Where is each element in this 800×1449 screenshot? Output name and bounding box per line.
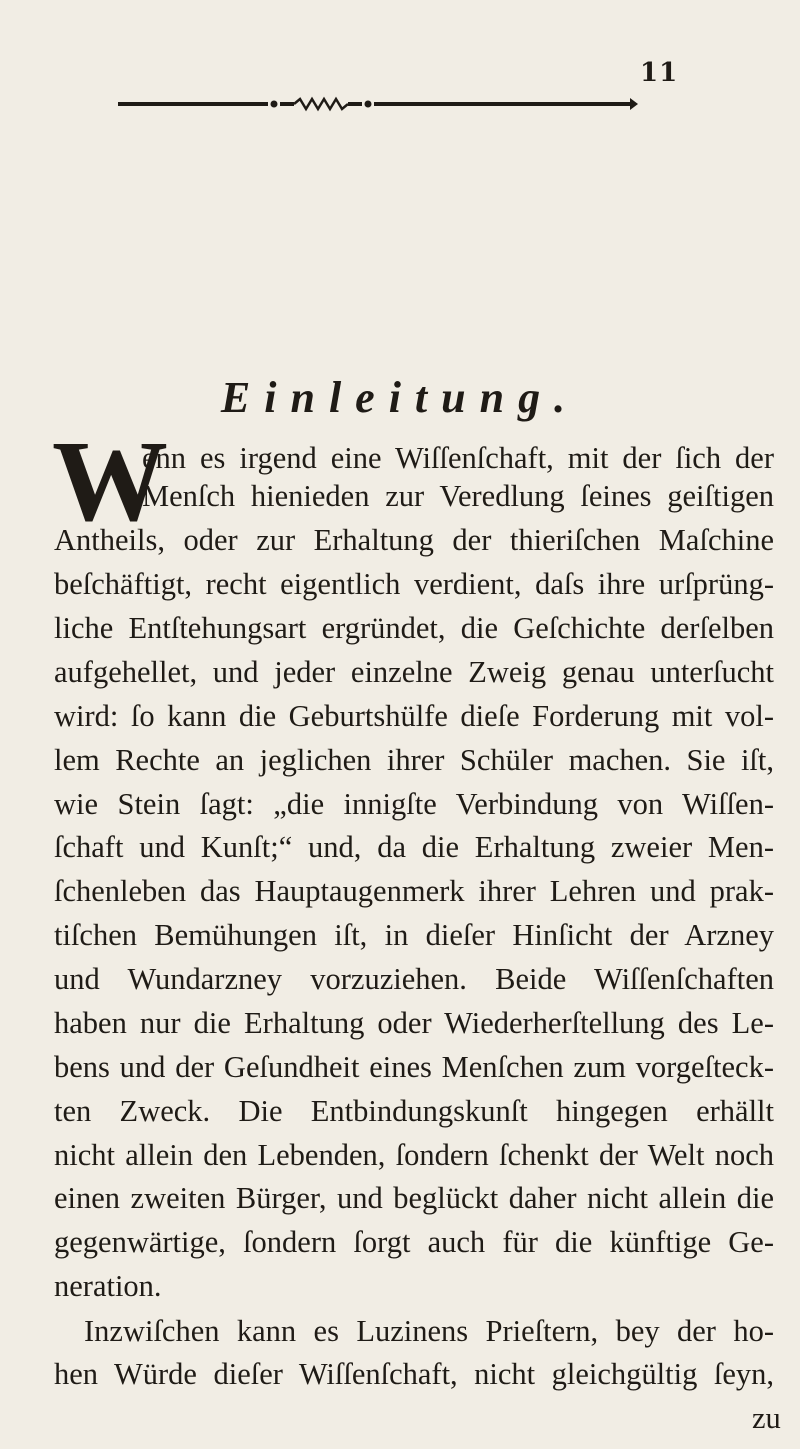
page-number: 11 [640,58,679,88]
text-line: Antheils, oder zur Erhaltung der thieriſchen Maſchine [54,523,774,557]
text-line: einen zweiten Bürger, und beglückt daher nicht allein die [54,1181,774,1215]
text-line: haben nur die Erhaltung oder Wiederherſtellung des Le- [54,1006,774,1040]
text-line: wird: ſo kann die Geburtshülfe dieſe Forderung mit vol- [54,699,774,733]
text-line: tiſchen Bemühungen iſt, in dieſer Hinſicht der Arzney [54,918,774,952]
text-line: Inzwiſchen kann es Luzinens Prieſtern, bey der ho- [84,1314,774,1348]
text-line: ten Zweck. Die Entbindungskunſt hingegen erhällt [54,1094,774,1128]
text-line: nicht allein den Lebenden, ſondern ſchenkt der Welt noch [54,1138,774,1172]
text-line: neration. [54,1269,162,1303]
text-line: Menſch hienieden zur Veredlung ſeines geiſtigen [142,479,774,513]
text-line: bens und der Geſundheit eines Menſchen zum vorgeſteck- [54,1050,774,1084]
text-line: und Wundarzney vorzuziehen. Beide Wiſſenſchaften [54,962,774,996]
text-line: enn es irgend eine Wiſſenſchaft, mit der ſich der [142,441,774,475]
chapter-title: Einleitung. [220,373,580,422]
text-line: aufgehellet, und jeder einzelne Zweig genau unterſucht [54,655,774,689]
ornament-rule [118,96,638,112]
text-line: hen Würde dieſer Wiſſenſchaft, nicht gleichgültig ſeyn, [54,1357,774,1391]
text-line: ſchaft und Kunſt;“ und, da die Erhaltung zweier Men- [54,830,774,864]
text-line: beſchäftigt, recht eigentlich verdient, daſs ihre urſprüng- [54,567,774,601]
text-line: lem Rechte an jeglichen ihrer Schüler machen. Sie iſt, [54,743,774,777]
text-line: ſchenleben das Hauptaugenmerk ihrer Lehren und prak- [54,874,774,908]
drop-cap: W [52,418,168,546]
text-line: liche Entſtehungsart ergründet, die Geſchichte derſelben [54,611,774,645]
text-line: wie Stein ſagt: „die innigſte Verbindung von Wiſſen- [54,787,774,821]
text-line: zu [752,1401,781,1435]
text-line: gegenwärtige, ſondern ſorgt auch für die künftige Ge- [54,1225,774,1259]
